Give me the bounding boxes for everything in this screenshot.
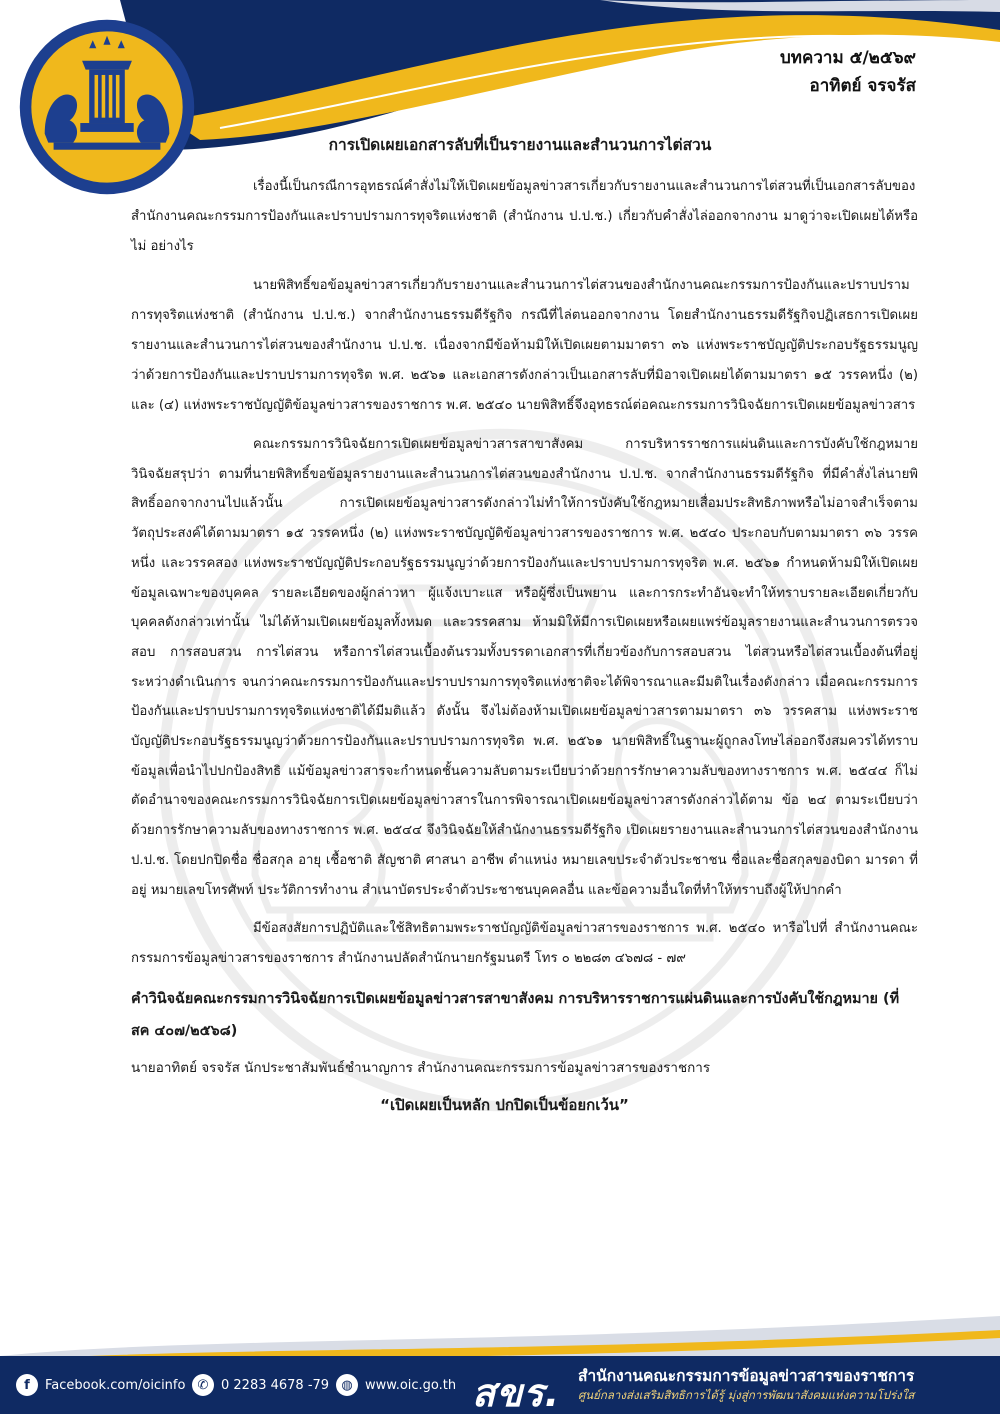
paragraph-decision: คณะกรรมการวินิจฉัยการเปิดเผยข้อมูลข่าวสารสาขาสังคม การบริหารราชการแผ่นดินและการบังคับใช้กฎหมายวินิจฉัยสรุปว่า ตามที่นายพิสิทธิ์ขอข้อมูลรายงานและสำนวนการไต่สวนของสำนักงาน ป.ป.ช. จากสำนักงานธรรมดีรัฐกิจ ที่มีคำสั่งไล่นายพิสิทธิ์ออกจากงานไปแล้วนั้น การเปิดเผยข้อมูลข่าวสารดังกล่าวไม่ทำให้การบังคับใช้กฎหมายเสื่อมประสิทธิภาพหรือไม่อาจสำเร็จตามวัตถุประสงค์ได้ตามมาตรา ๑๕ วรรคหนึ่ง (๒) แห่งพระราชบัญญัติข้อมูลข่าวสารของราชการ พ.ศ. ๒๕๔๐ ประกอบกับตามมาตรา ๓๖ วรรคหนึ่ง และวรรคสอง แห่งพระราชบัญญัติประกอบรัฐธรรมนูญว่าด้วยการป้องกันและปราบปรามการทุจริต พ.ศ. ๒๕๖๑ กำหนดห้ามมิให้เปิดเผยข้อมูลเฉพาะของบุคคล รายละเอียดของผู้กล่าวหา ผู้แจ้งเบาะแส หรือผู้ซึ่งเป็นพยาน และการกระทำอันจะทำให้ทราบรายละเอียดเกี่ยวกับบุคคลดังกล่าวเท่านั้น ไม่ได้ห้ามเปิดเผยข้อมูลทั้งหมด และวรรคสาม ห้ามมิให้มีการเปิดเผยหรือเผยแพร่ข้อมูลรายงานและสำนวนการตรวจสอบ การสอบสวน การไต่สวน หรือการไต่สวนเบื้องต้นรวมทั้งบรรดาเอกสารที่เกี่ยวข้องกับการสอบสวน ไต่สวนหรือไต่สวนเบื้องต้นที่อยู่ระหว่างดำเนินการ จนกว่าคณะกรรมการป้องกันและปราบปรามการทุจริตแห่งชาติจะได้พิจารณาและมีมติในเรื่องดังกล่าว เมื่อคณะกรรมการป้องกันและปราบปรามการทุจริตแห่งชาติได้มีมติแล้ว ดังนั้น จึงไม่ต้องห้ามเปิดเผยข้อมูลข่าวสารตามมาตรา ๓๖ วรรคสาม แห่งพระราชบัญญัติประกอบรัฐธรรมนูญว่าด้วยการป้องกันและปราบปรามการทุจริต พ.ศ. ๒๕๖๑ นายพิสิทธิ์ในฐานะผู้ถูกลงโทษไล่ออกจึงสมควรได้ทราบข้อมูลเพื่อนำไปปกป้องสิทธิ แม้ข้อมูลข่าวสารจะกำหนดชั้นความลับตามระเบียบว่าด้วยการรักษาความลับของทางราชการ พ.ศ. ๒๕๔๔ ก็ไม่ตัดอำนาจของคณะกรรมการวินิจฉัยการเปิดเผยข้อมูลข่าวสารในการพิจารณาเปิดเผยข้อมูลข่าวสารดังกล่าวได้ตาม ข้อ ๒๔ ตามระเบียบว่าด้วยการรักษาความลับของทางราชการ พ.ศ. ๒๕๔๔ จึงวินิจฉัยให้สำนักงานธรรมดีรัฐกิจ เปิดเผยรายงานและสำนวนการไต่สวนของสำนักงาน ป.ป.ช. โดยปกปิดชื่อ ชื่อสกุล อายุ เชื้อชาติ สัญชาติ ศาสนา อาชีพ ตำแหน่ง หมายเลขประจำตัวประชาชน ชื่อและชื่อสกุลของบิดา มารดา ที่อยู่ หมายเลขโทรศัพท์ ประวัติการทำงาน สำเนาบัตรประจำตัวประชาชนบุคคลอื่น และข้อความอื่นใดที่ทำให้ทราบถึงผู้ให้ปากคำ <box>131 437 918 898</box>
org-tagline: ศูนย์กลางส่งเสริมสิทธิการได้รู้ มุ่งสู่การพัฒนาสังคมแห่งความโปร่งใส <box>578 1388 915 1402</box>
phone-icon: ✆ <box>192 1374 214 1396</box>
article-number: บทความ ๕/๒๕๖๙ <box>780 48 916 68</box>
footer-bar <box>0 1356 1000 1414</box>
article-meta <box>780 44 916 100</box>
oic-logo-text: สขร. <box>472 1371 561 1415</box>
facebook-link[interactable] <box>16 1374 185 1396</box>
paragraph-contact: มีข้อสงสัยการปฏิบัติและใช้สิทธิตามพระราชบัญญัติข้อมูลข่าวสารของราชการ พ.ศ. ๒๕๔๐ หารือไปที่ สำนักงานคณะกรรมการข้อมูลข่าวสารของราชการ สำนักงานปลัดสำนักนายกรัฐมนตรี โทร ๐ ๒๒๘๓ ๔๖๗๘ - ๗๙ <box>131 921 918 967</box>
header-author-name: อาทิตย์ จรจรัส <box>809 76 916 96</box>
author-line: นายอาทิตย์ จรจรัส นักประชาสัมพันธ์ชำนาญการ สำนักงานคณะกรรมการข้อมูลข่าวสารของราชการ <box>131 1060 711 1077</box>
oic-seal-logo <box>18 18 196 196</box>
facebook-icon: f <box>16 1374 38 1396</box>
article-body <box>131 172 918 1121</box>
website-text: www.oic.go.th <box>365 1377 457 1393</box>
facebook-text: Facebook.com/oicinfo <box>45 1377 186 1393</box>
paragraph-intro: เรื่องนี้เป็นกรณีการอุทธรณ์คำสั่งไม่ให้เปิดเผยข้อมูลข่าวสารเกี่ยวกับรายงานและสำนวนการไต่สวนที่เป็นเอกสารลับของสำนักงานคณะกรรมการป้องกันและปราบปรามการทุจริตแห่งชาติ (สำนักงาน ป.ป.ช.) เกี่ยวกับคำสั่งไล่ออกจากงาน มาดูว่าจะเปิดเผยได้หรือไม่ อย่างไร <box>131 179 918 254</box>
slogan: “เปิดเผยเป็นหลัก ปกปิดเป็นข้อยกเว้น” <box>380 1096 629 1115</box>
globe-icon: ◍ <box>336 1374 358 1396</box>
ruling-reference: คำวินิจฉัยคณะกรรมการวินิจฉัยการเปิดเผยข้อมูลข่าวสารสาขาสังคม การบริหารราชการแผ่นดินและการบังคับใช้กฎหมาย (ที่ สค ๔๐๗/๒๕๖๘) <box>131 991 900 1040</box>
phone-link[interactable] <box>192 1374 329 1396</box>
article-title: การเปิดเผยเอกสารลับที่เป็นรายงานและสำนวนการไต่สวน <box>328 136 712 154</box>
paragraph-request: นายพิสิทธิ์ขอข้อมูลข่าวสารเกี่ยวกับรายงานและสำนวนการไต่สวนของสำนักงานคณะกรรมการป้องกันและปราบปรามการทุจริตแห่งชาติ (สำนักงาน ป.ป.ช.) จากสำนักงานธรรมดีรัฐกิจ กรณีที่ไล่ตนออกจากงาน โดยสำนักงานธรรมดีรัฐกิจปฏิเสธการเปิดเผยรายงานและสำนวนการไต่สวนของสำนักงาน ป.ป.ช. เนื่องจากมีข้อห้ามมิให้เปิดเผยตามมาตรา ๓๖ แห่งพระราชบัญญัติประกอบรัฐธรรมนูญว่าด้วยการป้องกันและปราบปรามการทุจริต พ.ศ. ๒๕๖๑ และเอกสารดังกล่าวเป็นเอกสารลับที่มิอาจเปิดเผยได้ตามมาตรา ๑๕ วรรคหนึ่ง (๒) และ (๔) แห่งพระราชบัญญัติข้อมูลข่าวสารของราชการ พ.ศ. ๒๕๔๐ นายพิสิทธิ์จึงอุทธรณ์ต่อคณะกรรมการวินิจฉัยการเปิดเผยข้อมูลข่าวสาร <box>131 278 918 413</box>
org-name: สำนักงานคณะกรรมการข้อมูลข่าวสารของราชการ <box>578 1367 915 1385</box>
phone-text: 0 2283 4678 -79 <box>221 1377 330 1393</box>
website-link[interactable] <box>336 1374 456 1396</box>
